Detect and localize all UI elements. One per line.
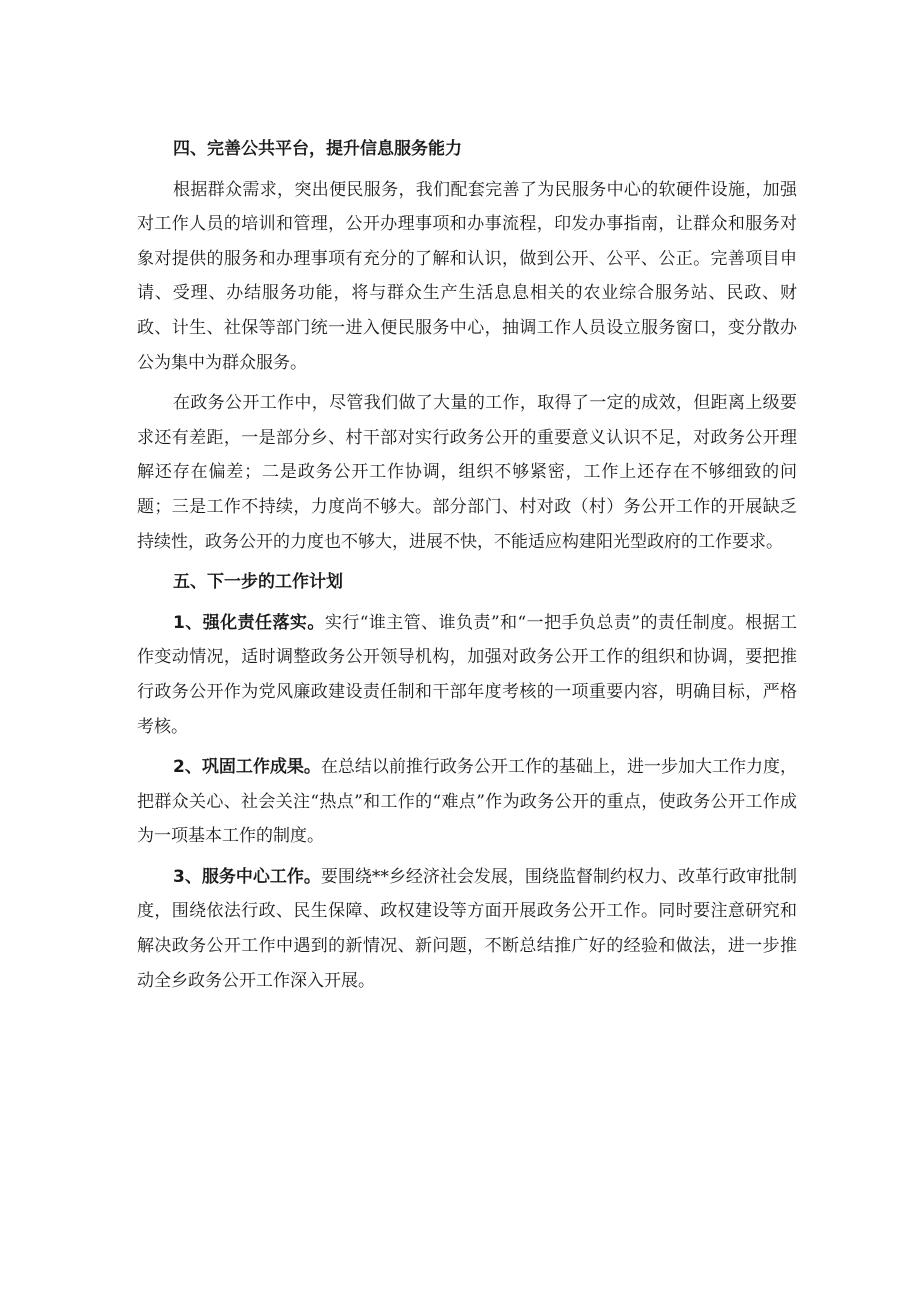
document-page [137, 132, 797, 1004]
plan-item-3-text: 要围绕**乡经济社会发展，围绕监督制约权力、改革行政审批制度，围绕依法行政、民生保障、政权建设等方面开展政务公开工作。同时要注意研究和解决政务公开工作中遇到的新情况、新问题，不断总结推广好的经验和做法，进一步推动全乡政务公开工作深入开展。 [137, 866, 797, 991]
plan-item-2-text: 在总结以前推行政务公开工作的基础上，进一步加大工作力度，把群众关心、社会关注“热点”和工作的“难点”作为政务公开的重点，使政务公开工作成为一项基本工作的制度。 [137, 757, 797, 847]
section-4-heading: 四、完善公共平台，提升信息服务能力 [173, 139, 462, 159]
plan-item-1-lead: 1、强化责任落实。 [173, 612, 325, 633]
section-5-heading: 五、下一步的工作计划 [173, 572, 343, 593]
section-4-paragraph-2: 在政务公开工作中，尽管我们做了大量的工作，取得了一定的成效，但距离上级要求还有差距，一是部分乡、村干部对实行政务公开的重要意义认识不足，对政务公开理解还存在偏差；二是政务公开工作协调，组织不够紧密，工作上还存在不够细致的问题；三是工作不持续，力度尚不够大。部分部门、村对政（村）务公开工作的开展缺乏持续性，政务公开的力度也不够大，进展不快，不能适应构建阳光型政府的工作要求。 [137, 393, 797, 552]
plan-item-2 [137, 750, 797, 854]
plan-item-1 [137, 606, 797, 744]
section-4-paragraph-1: 根据群众需求，突出便民服务，我们配套完善了为民服务中心的软硬件设施，加强对工作人员的培训和管理，公开办理事项和办事流程，印发办事指南，让群众和服务对象对提供的服务和办理事项有充分的了解和认识，做到公开、公平、公正。完善项目申请、受理、办结服务功能，将与群众生产生活息息相关的农业综合服务站、民政、财政、计生、社保等部门统一进入便民服务中心，抽调工作人员设立服务窗口，变分散办公为集中为群众服务。 [137, 179, 797, 373]
plan-item-3-lead: 3、服务中心工作。 [173, 866, 321, 887]
plan-item-1-text: 实行“谁主管、谁负责”和“一把手负总责”的责任制度。根据工作变动情况，适时调整政务公开领导机构，加强对政务公开工作的组织和协调，要把推行政务公开作为党风廉政建设责任制和干部年度考核的一项重要内容，明确目标，严格考核。 [137, 612, 797, 737]
plan-item-3 [137, 860, 797, 998]
plan-item-2-lead: 2、巩固工作成果。 [173, 757, 321, 778]
